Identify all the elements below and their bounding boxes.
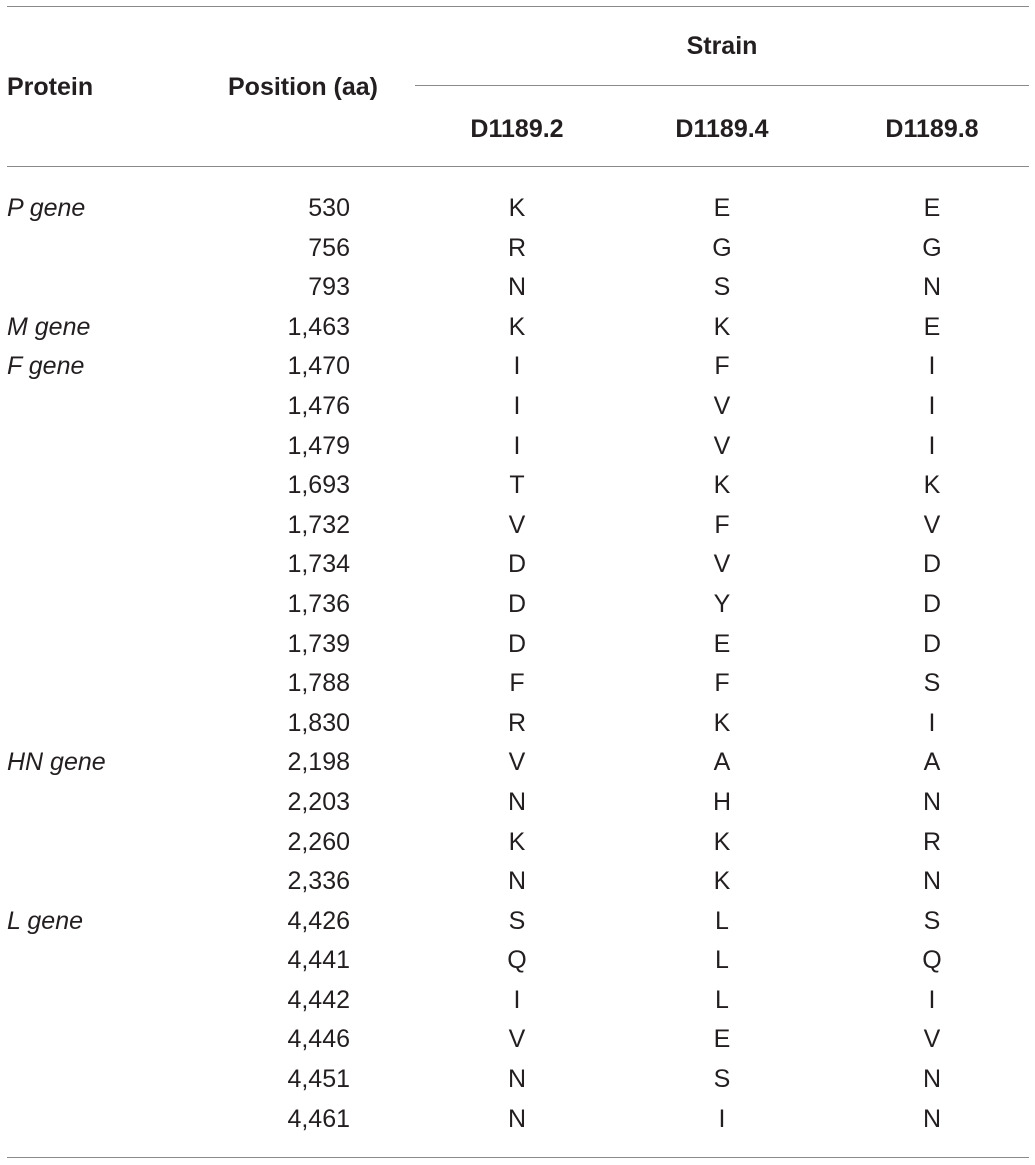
position-cell: 4,442 (287, 985, 350, 1014)
position-cell: 1,739 (287, 629, 350, 658)
header-protein: Protein (7, 73, 94, 101)
table-row (0, 625, 1035, 665)
position-cell: 1,476 (287, 391, 350, 420)
strain-d1189-4-cell: K (713, 827, 731, 856)
strain-d1189-2-cell: K (508, 194, 526, 222)
table-row (0, 823, 1035, 863)
protein-cell: HN gene (7, 748, 106, 777)
position-cell: 530 (308, 194, 350, 222)
table-row (0, 387, 1035, 427)
protein-cell: L gene (7, 906, 84, 935)
strain-d1189-8-cell: N (922, 1104, 942, 1133)
strain-d1189-4-cell: V (713, 431, 731, 460)
strain-d1189-4-cell: L (715, 906, 729, 935)
position-cell: 1,732 (287, 510, 350, 539)
strain-d1189-4-cell: F (714, 669, 730, 698)
strain-d1189-8-cell: N (922, 787, 942, 816)
strain-d1189-2-cell: S (508, 906, 526, 935)
protein-cell: P gene (7, 194, 86, 222)
strain-d1189-2-cell: V (508, 510, 526, 539)
position-cell: 1,470 (287, 352, 350, 381)
strain-d1189-8-cell: G (922, 233, 942, 262)
position-cell: 756 (308, 233, 350, 262)
position-cell: 2,203 (287, 787, 350, 816)
strain-d1189-4-cell: E (713, 194, 731, 222)
strain-d1189-8-cell: K (923, 471, 941, 500)
protein-cell: M gene (7, 312, 91, 341)
strain-d1189-8-cell: D (922, 629, 942, 658)
table-row (0, 941, 1035, 981)
header-strain-d1189-2: D1189.2 (470, 115, 564, 143)
strain-d1189-2-cell: N (507, 1065, 527, 1094)
strain-d1189-4-cell: K (713, 867, 731, 896)
table-row (0, 902, 1035, 942)
strain-d1189-8-cell: I (928, 352, 936, 381)
table-row (0, 268, 1035, 308)
strain-d1189-2-cell: R (507, 708, 527, 737)
strain-d1189-2-cell: N (507, 1104, 527, 1133)
table-row (0, 981, 1035, 1021)
table-row (0, 1020, 1035, 1060)
table-row (0, 743, 1035, 783)
strain-d1189-4-cell: E (713, 1025, 731, 1054)
strain-d1189-8-cell: I (928, 431, 936, 460)
position-cell: 4,451 (287, 1065, 350, 1094)
table-row (0, 704, 1035, 744)
table-row (0, 783, 1035, 823)
table-row (0, 585, 1035, 625)
strain-d1189-4-cell: K (713, 708, 731, 737)
strain-d1189-8-cell: S (923, 906, 941, 935)
strain-d1189-4-cell: V (713, 550, 731, 579)
table-row (0, 862, 1035, 902)
strain-d1189-8-cell: D (922, 589, 942, 618)
strain-d1189-4-cell: Y (713, 589, 731, 618)
strain-d1189-4-cell: A (713, 748, 731, 777)
table-row (0, 347, 1035, 387)
table-row (0, 229, 1035, 269)
position-cell: 2,198 (287, 748, 350, 777)
position-cell: 4,426 (287, 906, 350, 935)
table-row (0, 506, 1035, 546)
table-row (0, 1100, 1035, 1140)
strain-d1189-8-cell: A (923, 748, 941, 777)
strain-d1189-2-cell: I (513, 431, 521, 460)
strain-d1189-8-cell: N (922, 867, 942, 896)
header-rule (7, 166, 1029, 167)
strain-d1189-8-cell: S (923, 669, 941, 698)
header-strain-group: Strain (686, 32, 758, 60)
header-position: Position (aa) (228, 73, 379, 101)
strain-d1189-4-cell: L (715, 985, 729, 1014)
strain-d1189-2-cell: K (508, 827, 526, 856)
strain-d1189-8-cell: V (923, 1025, 941, 1054)
strain-d1189-8-cell: I (928, 985, 936, 1014)
strain-d1189-2-cell: K (508, 312, 526, 341)
strain-d1189-2-cell: I (513, 985, 521, 1014)
strain-d1189-2-cell: T (509, 471, 525, 500)
strain-d1189-4-cell: K (713, 312, 731, 341)
table-row (0, 1060, 1035, 1100)
strain-d1189-4-cell: S (713, 273, 731, 302)
position-cell: 4,446 (287, 1025, 350, 1054)
strain-d1189-2-cell: R (507, 233, 527, 262)
table-row (0, 466, 1035, 506)
strain-d1189-2-cell: I (513, 391, 521, 420)
strain-d1189-4-cell: I (718, 1104, 726, 1133)
position-cell: 2,260 (287, 827, 350, 856)
position-cell: 4,461 (287, 1104, 350, 1133)
header-strain-d1189-4: D1189.4 (675, 115, 769, 143)
strain-d1189-8-cell: V (923, 510, 941, 539)
strain-group-rule (415, 85, 1029, 86)
strain-d1189-2-cell: D (507, 629, 527, 658)
strain-d1189-2-cell: N (507, 273, 527, 302)
strain-d1189-2-cell: D (507, 550, 527, 579)
strain-d1189-2-cell: D (507, 589, 527, 618)
strain-d1189-4-cell: E (713, 629, 731, 658)
strain-d1189-2-cell: V (508, 1025, 526, 1054)
top-rule (7, 6, 1029, 7)
strain-d1189-2-cell: F (509, 669, 525, 698)
strain-d1189-2-cell: N (507, 787, 527, 816)
position-cell: 2,336 (287, 867, 350, 896)
position-cell: 1,830 (287, 708, 350, 737)
header-strain-d1189-8: D1189.8 (885, 115, 979, 143)
strain-d1189-4-cell: G (712, 233, 732, 262)
table-body (0, 189, 1035, 1139)
protein-cell: F gene (7, 352, 85, 381)
position-cell: 1,788 (287, 669, 350, 698)
position-cell: 1,463 (287, 312, 350, 341)
strain-d1189-4-cell: K (713, 471, 731, 500)
strain-d1189-2-cell: V (508, 748, 526, 777)
strain-d1189-8-cell: E (923, 312, 941, 341)
strain-d1189-2-cell: N (507, 867, 527, 896)
table-row (0, 545, 1035, 585)
strain-d1189-8-cell: Q (922, 946, 942, 975)
position-cell: 1,479 (287, 431, 350, 460)
strain-d1189-8-cell: N (922, 1065, 942, 1094)
strain-d1189-4-cell: F (714, 352, 730, 381)
table-row (0, 664, 1035, 704)
strain-d1189-2-cell: I (513, 352, 521, 381)
strain-d1189-4-cell: L (715, 946, 729, 975)
strain-d1189-4-cell: V (713, 391, 731, 420)
strain-d1189-8-cell: N (922, 273, 942, 302)
position-cell: 1,693 (287, 471, 350, 500)
strain-d1189-8-cell: I (928, 708, 936, 737)
strain-d1189-8-cell: R (922, 827, 942, 856)
table-row (0, 189, 1035, 229)
strain-d1189-4-cell: H (712, 787, 732, 816)
strain-d1189-2-cell: Q (507, 946, 527, 975)
position-cell: 1,734 (287, 550, 350, 579)
strain-d1189-4-cell: F (714, 510, 730, 539)
table-row (0, 427, 1035, 467)
strain-d1189-8-cell: E (923, 194, 941, 222)
table-row (0, 308, 1035, 348)
strain-d1189-8-cell: D (922, 550, 942, 579)
strain-d1189-4-cell: S (713, 1065, 731, 1094)
position-cell: 4,441 (287, 946, 350, 975)
strain-d1189-8-cell: I (928, 391, 936, 420)
position-cell: 793 (308, 273, 350, 302)
bottom-rule (7, 1157, 1029, 1158)
position-cell: 1,736 (287, 589, 350, 618)
